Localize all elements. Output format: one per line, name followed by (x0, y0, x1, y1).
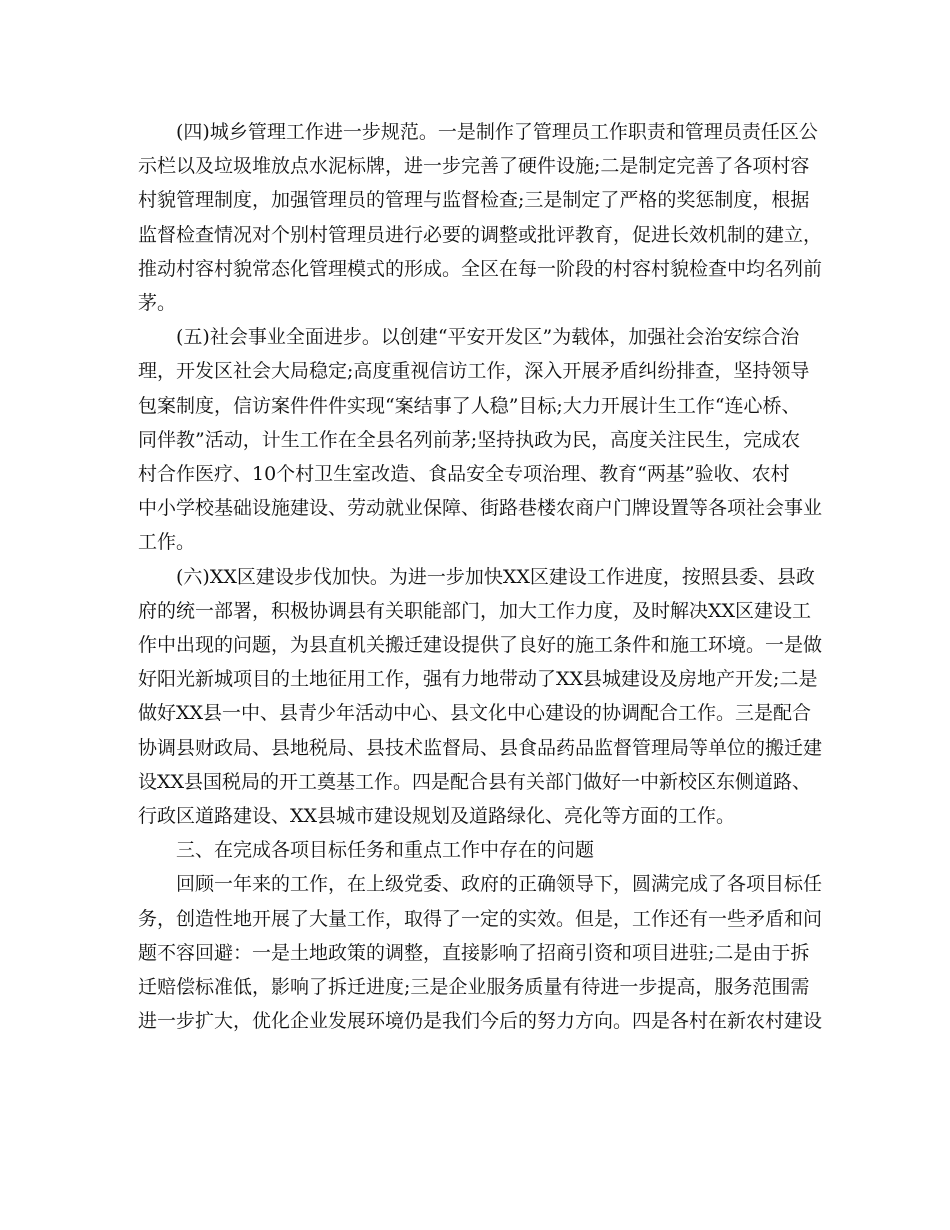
text-line: 中小学校基础设施建设、劳动就业保障、街路巷楼农商户门牌设置等各项社会事业 (138, 497, 823, 520)
text-line: 理，开发区社会大局稳定;高度重视信访工作，深入开展矛盾纠纷排查，坚持领导 (138, 360, 810, 383)
paragraph-urban-rural-management (138, 115, 822, 320)
text-line: 工作。 (138, 531, 196, 554)
text-line: 推动村容村貌常态化管理模式的形成。全区在每一阶段的村容村貌检查中均名列前 (138, 257, 823, 280)
text-line: 设XX县国税局的开工奠基工作。四是配合县有关部门做好一中新校区东侧道路、 (138, 770, 812, 793)
text-line: 包案制度，信访案件件件实现“案结事了人稳”目标;大力开展计生工作“连心桥、 (138, 394, 801, 417)
paragraph-district-construction (138, 560, 822, 834)
text-line: 示栏以及垃圾堆放点水泥标牌，进一步完善了硬件设施;二是制定完善了各项村容 (138, 155, 810, 178)
paragraph-social-undertakings (138, 320, 822, 559)
text-line: 行政区道路建设、XX县城市建设规划及道路绿化、亮化等方面的工作。 (138, 805, 736, 828)
text-line: 茅。 (138, 292, 177, 315)
text-line: 村合作医疗、10个村卫生室改造、食品安全专项治理、教育“两基”验收、农村 (138, 463, 790, 486)
text-line: 做好XX县一中、县青少年活动中心、县文化中心建设的协调配合工作。三是配合 (138, 702, 812, 725)
text-line: 进一步扩大，优化企业发展环境仍是我们今后的努力方向。四是各村在新农村建设 (138, 1010, 823, 1033)
text-line: 村貌管理制度，加强管理员的管理与监督检查;三是制定了严格的奖惩制度，根据 (138, 189, 810, 212)
text-line: 同伴教”活动，计生工作在全县名列前茅;坚持执政为民，高度关注民生，完成农 (138, 428, 801, 451)
paragraph-review (138, 867, 822, 1038)
text-line: 作中出现的问题，为县直机关搬迁建设提供了良好的施工条件和施工环境。一是做 (138, 634, 823, 657)
text-line: 协调县财政局、县地税局、县技术监督局、县食品药品监督管理局等单位的搬迁建 (138, 736, 823, 759)
text-line: (四)城乡管理工作进一步规范。一是制作了管理员工作职责和管理员责任区公 (176, 121, 818, 143)
section-heading-problems (138, 833, 822, 867)
text-line: 迁赔偿标准低，影响了拆迁进度;三是企业服务质量有待进一步提高，服务范围需 (138, 976, 810, 999)
text-line: 府的统一部署，积极协调县有关职能部门，加大工作力度，及时解决XX区建设工 (138, 599, 812, 622)
heading-text: 三、在完成各项目标任务和重点工作中存在的问题 (176, 839, 595, 862)
text-line: 题不容回避：一是土地政策的调整，直接影响了招商引资和项目进驻;二是由于拆 (138, 941, 810, 964)
text-line: 回顾一年来的工作，在上级党委、政府的正确领导下，圆满完成了各项目标任 (176, 873, 823, 896)
text-line: (五)社会事业全面进步。以创建“平安开发区”为载体，加强社会治安综合治 (176, 326, 800, 349)
text-line: (六)XX区建设步伐加快。为进一步加快XX区建设工作进度，按照县委、县政 (176, 565, 815, 588)
text-line: 务，创造性地开展了大量工作，取得了一定的实效。但是，工作还有一些矛盾和问 (138, 907, 823, 930)
text-line: 好阳光新城项目的土地征用工作，强有力地带动了XX县城建设及房地产开发;二是 (138, 668, 818, 691)
text-line: 监督检查情况对个别村管理员进行必要的调整或批评教育，促进长效机制的建立， (138, 223, 823, 246)
document-body (138, 115, 822, 1038)
